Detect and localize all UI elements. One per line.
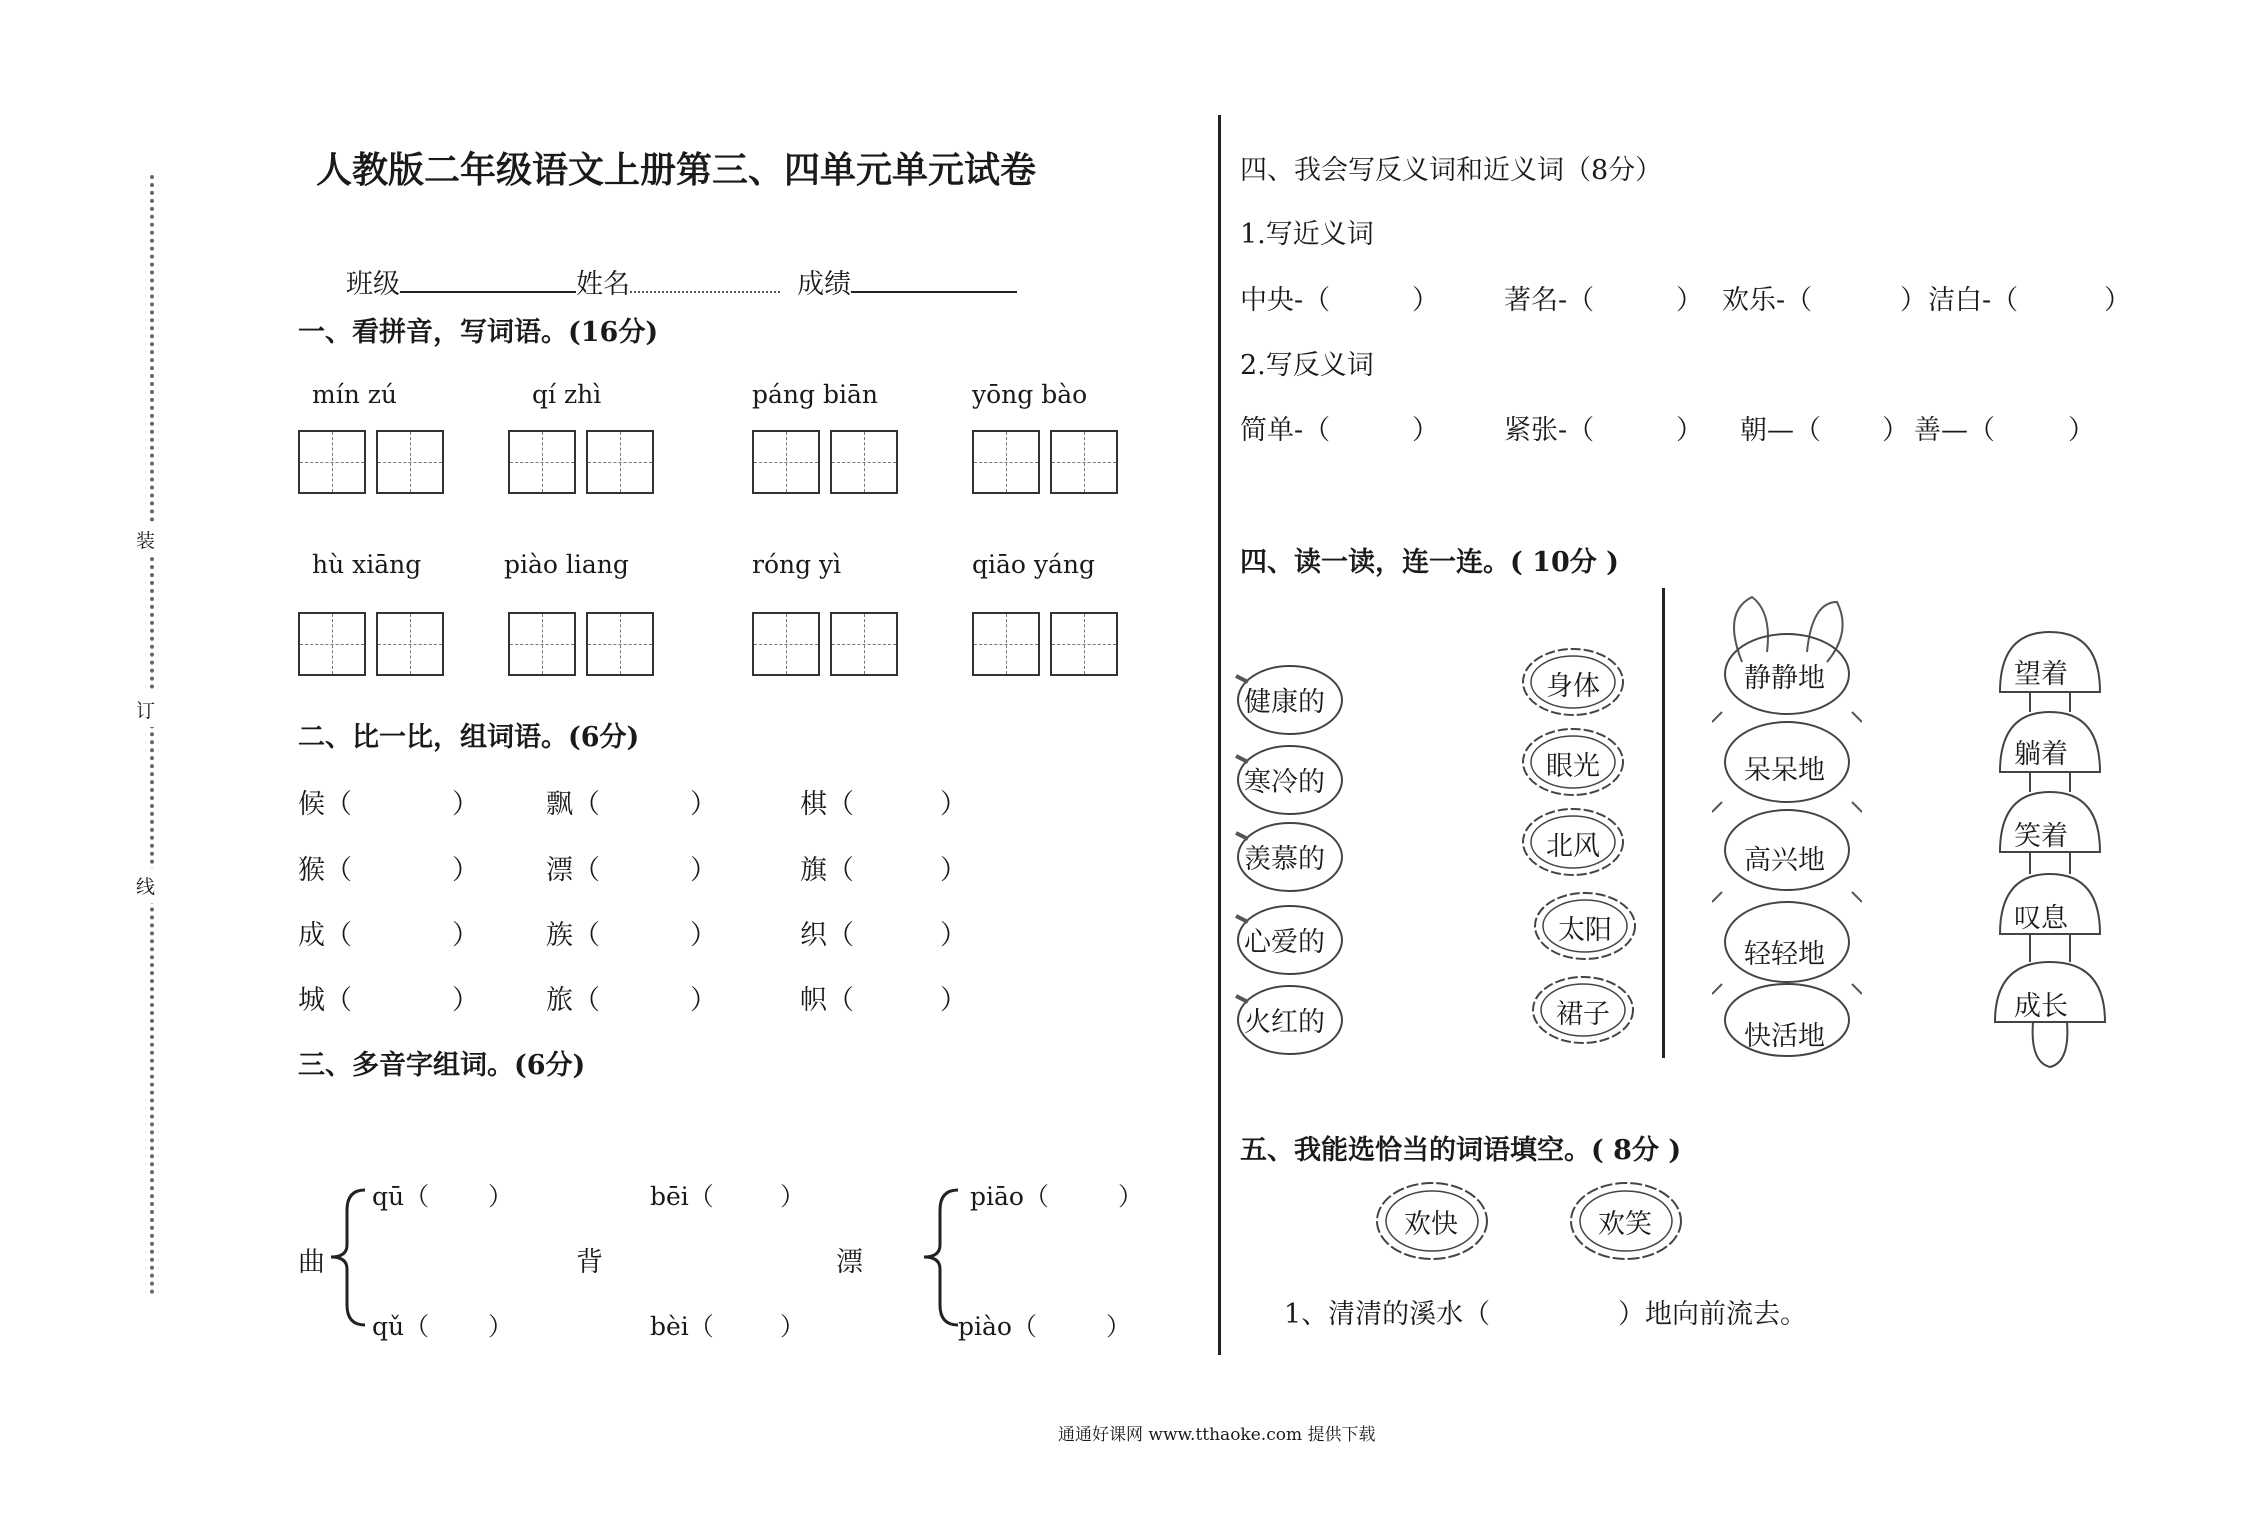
mushroom-word-wangzhe[interactable]: 望着 [2014, 659, 2068, 690]
compare-close: ） [940, 789, 967, 820]
compare-item-hou: 候（ [298, 789, 352, 820]
synonym-close: ） [1412, 285, 1439, 316]
mushroom-word-chengzhang[interactable]: 成长 [2014, 991, 2068, 1022]
compare-item-piao: 飘（ [546, 789, 600, 820]
tianzige-box[interactable] [972, 612, 1040, 676]
match-word-huohong[interactable]: 火红的 [1244, 1007, 1325, 1038]
section3-heading: 三、多音字组词。(6分) [298, 1050, 586, 1081]
compare-item-qi2: 旗（ [800, 855, 854, 886]
pinyin-pangbian: páng biān [752, 380, 878, 409]
section6-heading: 五、我能选恰当的词语填空。( 8分 ) [1240, 1135, 1682, 1166]
pinyin-rongyi: róng yì [752, 550, 842, 579]
pinyin-qu1: qū（ [372, 1182, 430, 1211]
caterpillar-word-kuaihuo[interactable]: 快活地 [1744, 1021, 1825, 1052]
binding-char-zhuang: 装 [136, 522, 155, 557]
tianzige-box[interactable] [298, 612, 366, 676]
antonym-label: 2.写反义词 [1240, 350, 1374, 381]
flower-word-beifeng[interactable]: 北风 [1546, 831, 1600, 862]
compare-item-zu: 族（ [546, 920, 600, 951]
pinyin-qu2: qǔ（ [372, 1312, 430, 1341]
compare-close: ） [940, 985, 967, 1016]
antonym-jinzhang: 紧张-（ [1504, 415, 1595, 446]
section1-heading: 一、看拼音，写词语。(16分) [298, 317, 659, 348]
compare-close: ） [690, 985, 717, 1016]
tianzige-box[interactable] [376, 612, 444, 676]
pinyin-close: ） [1106, 1312, 1132, 1341]
antonym-close: ） [1412, 415, 1439, 446]
caterpillar-word-qingqing[interactable]: 轻轻地 [1744, 939, 1825, 970]
tianzige-box[interactable] [830, 612, 898, 676]
polyphone-qu: 曲 [298, 1247, 325, 1278]
synonym-label: 1.写近义词 [1240, 219, 1374, 250]
compare-close: ） [690, 920, 717, 951]
synonym-close: ） [2104, 285, 2131, 316]
compare-item-lv: 旅（ [546, 985, 600, 1016]
tianzige-box[interactable] [1050, 430, 1118, 494]
fill-question-1-prefix: 1、清清的溪水（ [1284, 1299, 1491, 1330]
tianzige-box[interactable] [586, 430, 654, 494]
pinyin-close: ） [1118, 1182, 1144, 1211]
tianzige-box[interactable] [752, 430, 820, 494]
antonym-close: ） [2068, 415, 2095, 446]
compare-close: ） [452, 789, 479, 820]
pinyin-qiaoyang: qiāo yáng [972, 550, 1096, 579]
compare-item-zhi2: 帜（ [800, 985, 854, 1016]
synonym-close: ） [1900, 285, 1927, 316]
score-label: 成绩 [797, 269, 852, 300]
pinyin-piao2: piào（ [958, 1312, 1037, 1341]
compare-item-cheng2: 城（ [298, 985, 352, 1016]
match-word-jiankang[interactable]: 健康的 [1244, 687, 1325, 718]
compare-close: ） [690, 855, 717, 886]
caterpillar-word-daidai[interactable]: 呆呆地 [1744, 755, 1825, 786]
polyphone-bei: 背 [576, 1247, 603, 1278]
footer: 通通好课网 www.tthaoke.com 提供下载 [1058, 1425, 1376, 1445]
pinyin-huxiang: hù xiāng [312, 550, 422, 579]
pinyin-bei2: bèi（ [650, 1312, 714, 1341]
tianzige-box[interactable] [1050, 612, 1118, 676]
compare-close: ） [452, 855, 479, 886]
pinyin-piao1: piāo（ [970, 1182, 1049, 1211]
tianzige-box[interactable] [298, 430, 366, 494]
score-field[interactable] [851, 265, 1017, 293]
match-word-xinai[interactable]: 心爱的 [1244, 927, 1325, 958]
name-label: 姓名 [576, 269, 630, 300]
synonym-close: ） [1676, 285, 1703, 316]
binding-dotted-line [150, 175, 154, 1295]
caterpillar-word-gaoxing[interactable]: 高兴地 [1744, 845, 1825, 876]
choice-huankuai[interactable]: 欢快 [1404, 1209, 1458, 1240]
compare-item-zhi: 织（ [800, 920, 854, 951]
antonym-zhao: 朝—（ [1740, 415, 1821, 446]
section5-heading: 四、读一读，连一连。( 10分 ) [1240, 547, 1619, 578]
tianzige-box[interactable] [508, 430, 576, 494]
binding-char-xian: 线 [136, 868, 155, 903]
flower-word-yanguang[interactable]: 眼光 [1546, 751, 1600, 782]
pinyin-close: ） [780, 1182, 806, 1211]
tianzige-box[interactable] [830, 430, 898, 494]
synonym-jiebai: 洁白-（ [1928, 285, 2019, 316]
polyphone-piao: 漂 [836, 1247, 863, 1278]
compare-close: ） [452, 985, 479, 1016]
synonym-huanle: 欢乐-（ [1722, 285, 1813, 316]
match-word-hanleng[interactable]: 寒冷的 [1244, 767, 1325, 798]
pinyin-yongbao: yōng bào [972, 380, 1088, 409]
mushroom-word-xiaozhe[interactable]: 笑着 [2014, 821, 2068, 852]
antonym-close: ） [1882, 415, 1909, 446]
binding-char-ding: 订 [136, 692, 155, 727]
flower-word-taiyang[interactable]: 太阳 [1558, 915, 1612, 946]
choice-huanxiao[interactable]: 欢笑 [1598, 1209, 1652, 1240]
compare-item-cheng: 成（ [298, 920, 352, 951]
compare-close: ） [690, 789, 717, 820]
compare-item-hou2: 猴（ [298, 855, 352, 886]
mushroom-word-tangzhe[interactable]: 躺着 [2014, 739, 2068, 770]
synonym-zhongyang: 中央-（ [1240, 285, 1331, 316]
antonym-shan: 善—（ [1914, 415, 1995, 446]
tianzige-box[interactable] [508, 612, 576, 676]
compare-item-qi: 棋（ [800, 789, 854, 820]
tianzige-box[interactable] [972, 430, 1040, 494]
compare-close: ） [452, 920, 479, 951]
flower-word-qunzi[interactable]: 裙子 [1556, 999, 1610, 1030]
pinyin-close: ） [488, 1312, 514, 1341]
info-line [346, 262, 1017, 301]
pinyin-minzu: mín zú [312, 380, 398, 409]
tianzige-box[interactable] [376, 430, 444, 494]
compare-close: ） [940, 920, 967, 951]
brace-left [325, 1185, 370, 1330]
pinyin-qizhi: qí zhì [532, 380, 602, 409]
pinyin-piaoliang: piào liang [504, 550, 629, 579]
match-word-xianmu[interactable]: 羡慕的 [1244, 844, 1325, 875]
compare-close: ） [940, 855, 967, 886]
caterpillar-word-jingjing[interactable]: 静静地 [1744, 663, 1825, 694]
section2-heading: 二、比一比，组词语。(6分) [298, 722, 640, 753]
mushroom-word-tanxi[interactable]: 叹息 [2014, 903, 2068, 934]
synonym-zhuming: 著名-（ [1504, 285, 1595, 316]
pinyin-bei1: bēi（ [650, 1182, 714, 1211]
match-divider [1662, 588, 1665, 1058]
name-field[interactable] [630, 265, 780, 293]
tianzige-box[interactable] [586, 612, 654, 676]
class-field[interactable] [400, 265, 576, 293]
antonym-close: ） [1676, 415, 1703, 446]
tianzige-box[interactable] [752, 612, 820, 676]
pinyin-close: ） [488, 1182, 514, 1211]
antonym-jiandan: 简单-（ [1240, 415, 1331, 446]
class-label: 班级 [346, 269, 400, 300]
column-divider [1218, 115, 1221, 1355]
flower-word-shenti[interactable]: 身体 [1546, 671, 1600, 702]
section4-heading: 四、我会写反义词和近义词（8分） [1240, 155, 1663, 186]
brace-right [918, 1185, 963, 1330]
fill-question-1-suffix: ）地向前流去。 [1618, 1299, 1807, 1330]
compare-item-piao2: 漂（ [546, 855, 600, 886]
pinyin-close: ） [780, 1312, 806, 1341]
page-title: 人教版二年级语文上册第三、四单元单元试卷 [316, 149, 1037, 191]
